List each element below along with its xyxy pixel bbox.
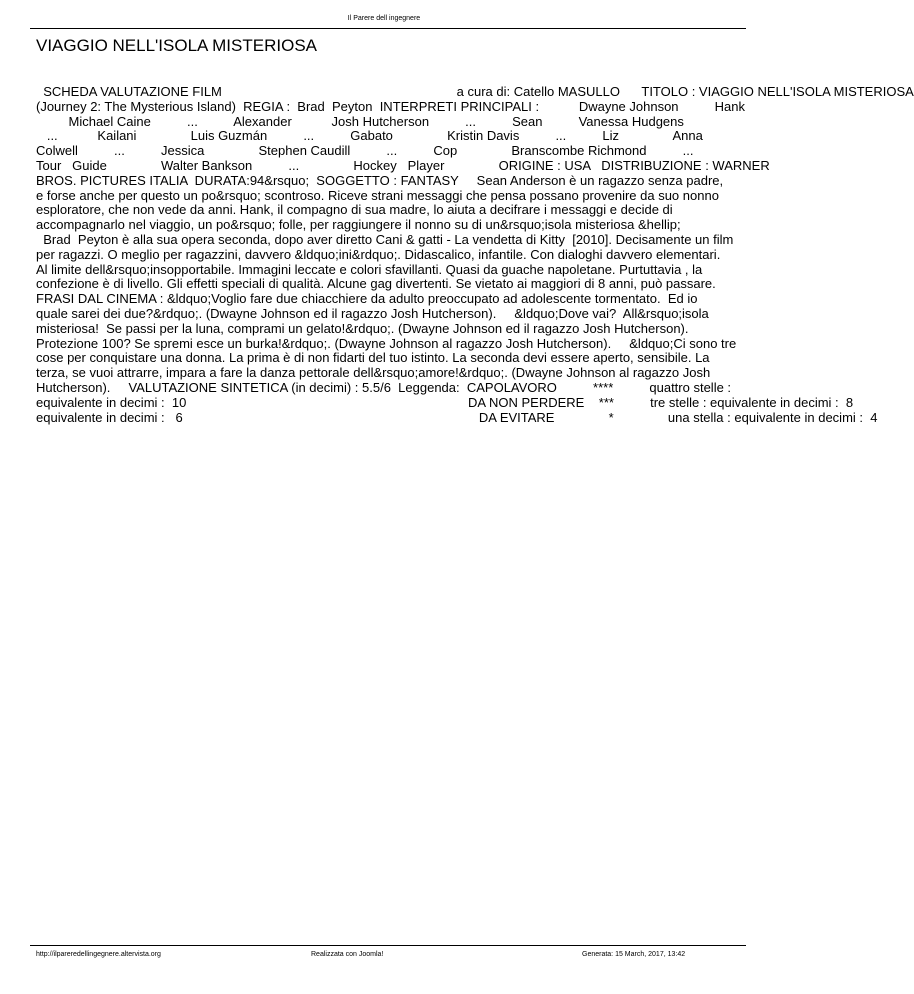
title-divider (30, 28, 746, 29)
article-line: equivalente in decimi : 6 DA EVITARE * una stella : equivalente in decimi : 4 (36, 409, 878, 425)
article-line: misteriosa! Se passi per la luna, comprami un gelato!&rdquo;. (Dwayne Johnson ed il ragazzo Josh Hutcherson). (36, 320, 689, 336)
footer-credit: Realizzata con Joomla! (311, 951, 384, 958)
site-header: Il Parere dell ingegnere (347, 15, 421, 22)
article-line: Hutcherson). VALUTAZIONE SINTETICA (in decimi) : 5.5/6 Leggenda: CAPOLAVORO **** quattro stelle : (36, 379, 732, 395)
article-line: Protezione 100? Se spremi esce un burka!&rdquo;. (Dwayne Johnson al ragazzo Josh Hutcherson). &ldquo;Ci sono tre (36, 335, 737, 351)
article-line: per ragazzi. O meglio per ragazzini, davvero &ldquo;ini&rdquo;. Didascalico, infantile. Con dialoghi davvero elementari. (36, 246, 721, 262)
article-line: cose per conquistare una donna. La prima è di non fidarti del tuo istinto. La seconda devi essere aperto, sensibile. La (36, 350, 710, 366)
article-line: confezione è di livello. Gli effetti speciali di qualità. Alcune gag divertenti. Se vietato ai maggiori di 8 anni, può passare. (36, 276, 716, 292)
article-line: BROS. PICTURES ITALIA DURATA:94&rsquo; SOGGETTO : FANTASY Sean Anderson è un ragazzo senza padre, (36, 172, 724, 188)
page-title: VIAGGIO NELL'ISOLA MISTERIOSA (36, 36, 317, 55)
article-line: Tour Guide Walter Bankson ... Hockey Player ORIGINE : USA DISTRIBUZIONE : WARNER (36, 157, 770, 173)
article-line: FRASI DAL CINEMA : &ldquo;Voglio fare due chiacchiere da adulto preoccupato ad adolescente tormentato. Ed io (36, 291, 698, 307)
article-line: Michael Caine ... Alexander Josh Hutcherson ... Sean Vanessa Hudgens (36, 113, 684, 129)
article-line: (Journey 2: The Mysterious Island) REGIA : Brad Peyton INTERPRETI PRINCIPALI : Dwayne Johnson Hank (36, 98, 746, 114)
article-line: Colwell ... Jessica Stephen Caudill ... Cop Branscombe Richmond ... (36, 143, 694, 159)
footer-divider (30, 945, 746, 946)
article-line: terza, se vuoi attrarre, impara a fare la danza pettorale dell&rsquo;amore!&rdquo;. (Dwayne Johnson al ragazzo Josh (36, 365, 711, 381)
article-line: accompagnarlo nel viaggio, un po&rsquo; folle, per raggiungere il nonno su di un&rsquo;isola misteriosa &hellip; (36, 217, 681, 233)
article-line: Brad Peyton è alla sua opera seconda, dopo aver diretto Cani & gatti - La vendetta di Kitty [2010]. Decisamente un film (36, 231, 734, 247)
article-line: e forse anche per questo un po&rsquo; scontroso. Riceve strani messaggi che pensa possano provenire da suo nonno (36, 187, 719, 203)
article-line: Al limite dell&rsquo;insopportabile. Immagini leccate e colori sfavillanti. Quasi da guache napoletane. Purtuttavia , la (36, 261, 703, 277)
article-line: esploratore, che non vede da anni. Hank, il compagno di sua madre, lo aiuta a decifrare i messaggi e decide di (36, 202, 673, 218)
footer-url: http://ilpareredellingegnere.altervista.org (36, 951, 161, 958)
article-line: ... Kailani Luis Guzmán ... Gabato Kristin Davis ... Liz Anna (36, 128, 703, 144)
footer-generated: Generata: 15 March, 2017, 13:42 (582, 951, 686, 958)
article-line: equivalente in decimi : 10 DA NON PERDERE *** tre stelle : equivalente in decimi : 8 (36, 394, 854, 410)
article-line: quale sarei dei due?&rdquo;. (Dwayne Johnson ed il ragazzo Josh Hutcherson). &ldquo;Dove vai? All&rsquo;isola (36, 305, 709, 321)
article-line: SCHEDA VALUTAZIONE FILM a cura di: Catello MASULLO TITOLO : VIAGGIO NELL'ISOLA MISTERIOSA (36, 84, 914, 99)
article-body (36, 84, 914, 425)
